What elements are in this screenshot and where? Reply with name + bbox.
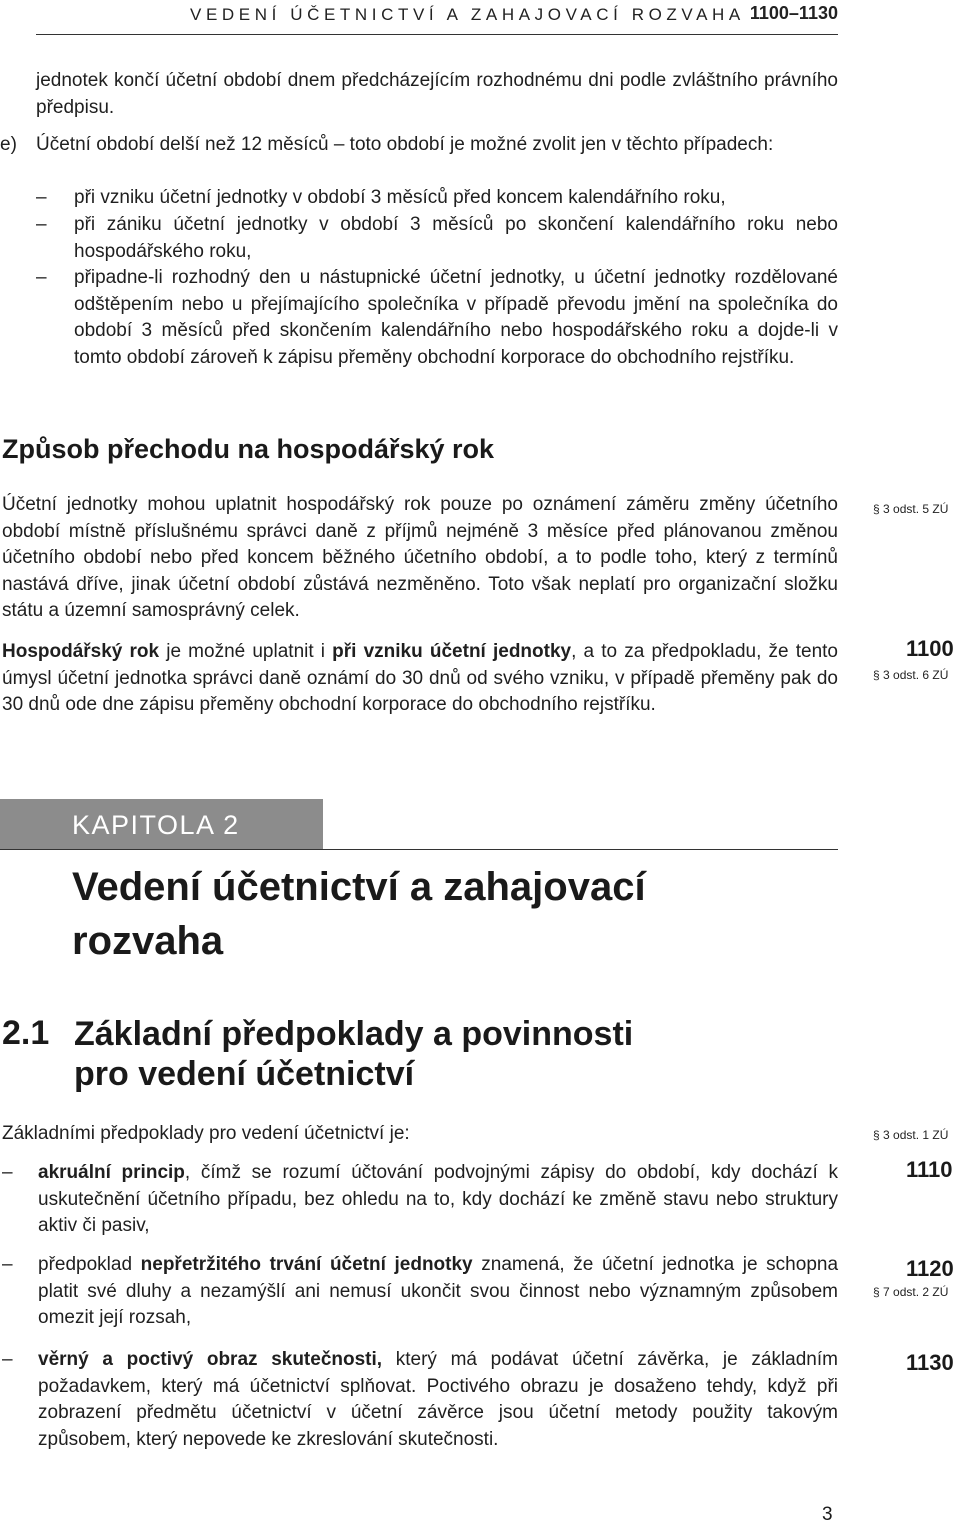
principle-item: [38, 1252, 838, 1332]
bullet-3: připadne-li rozhodný den u nástupnické účetní jednotky, u účetní jednotky rozdělované odštěpením nebo u přejímajícího společníka v případě převodu jmění na společníka do období 3 měsíců před skončením kalendářního nebo hospodářského roku a dojde-li v tomto období zároveň k zápisu přeměny obchodní korporace do obchodního rejstříku.: [74, 267, 838, 368]
text-fragment: který má podávat účetní závěrka, je základním požadavkem, který má účetnictví splňovat. Poctivého obrazu je dosaženo tehdy, když při zobrazení předmětu účetnictví v účetní závěrce jsou účetní metody použity takovým způsobem, který nepovede ke zkreslování skutečnosti.: [38, 1349, 838, 1450]
section-lead: Základními předpoklady pro vedení účetnictví je:: [2, 1123, 410, 1144]
bold-term: Hospodářský rok: [2, 641, 160, 662]
paragraph-number: 1130: [906, 1350, 954, 1375]
bullet-dash: –: [36, 267, 47, 288]
chapter-rule: [0, 849, 838, 850]
bold-term: věrný a poctivý obraz skutečnosti,: [38, 1349, 383, 1370]
bullet-dash: –: [2, 1349, 13, 1370]
chapter-label: KAPITOLA 2: [72, 810, 240, 840]
bullet-dash: –: [2, 1162, 13, 1183]
bold-term: nepřetržitého trvání účetní jednotky: [140, 1254, 473, 1275]
item-e-text: Účetní období delší než 12 měsíců – toto období je možné zvolit jen v těchto případech:: [36, 134, 774, 155]
text-fragment: je možné uplatnit i: [159, 641, 333, 662]
section-number: 2.1: [2, 1014, 50, 1052]
paragraph-number: 1100: [906, 636, 954, 661]
item-e-label: e): [0, 134, 17, 155]
bullet-dash: –: [2, 1254, 13, 1275]
chapter-title: Vedení účetnictví a zahajovací rozvaha: [72, 865, 646, 963]
bold-term: akruální princip: [38, 1162, 185, 1183]
bullet-2: při zániku účetní jednotky v období 3 měsíců po skončení kalendářního roku nebo hospodářského roku,: [74, 214, 838, 262]
law-ref: § 3 odst. 6 ZÚ: [873, 668, 949, 682]
law-ref: § 3 odst. 5 ZÚ: [873, 502, 949, 516]
fiscal-year-paragraph: [2, 639, 838, 719]
bold-term: při vzniku účetní jednotky: [332, 641, 572, 662]
text-fragment: předpoklad: [38, 1254, 141, 1275]
text-fragment: , a to za předpokladu, že tento úmysl účetní jednotka správci daně oznámí do 30 dnů od svého vzniku, v případě přeměny pak do 30 dnů ode dne zápisu přeměny obchodní korporace do obchodního rejstříku.: [2, 641, 838, 715]
bullet-dash: –: [36, 214, 47, 235]
principle-item: [38, 1347, 838, 1453]
paragraph-number: 1120: [906, 1256, 954, 1281]
bullet-dash: –: [36, 187, 47, 208]
header-rule: [36, 34, 838, 35]
intro-continuation: jednotek končí účetní období dnem předcházejícím rozhodnému dni podle zvláštního právního předpisu.: [36, 70, 838, 118]
bullet-1: při vzniku účetní jednotky v období 3 měsíců před koncem kalendářního roku,: [74, 187, 726, 208]
text-fragment: znamená, že účetní jednotka je schopna platit své dluhy a nezamýšlí ani nemusí ukončit svou činnost nebo významným způsobem omezit její rozsah,: [38, 1254, 839, 1328]
section-title: Základní předpoklady a povinnosti pro vedení účetnictví: [74, 1015, 634, 1093]
page-number: 3: [822, 1504, 833, 1525]
text-fragment: , čímž se rozumí účtování podvojnými zápisy do období, kdy dochází k uskutečnění účetního případu, bez ohledu na to, kdy dochází ke změně stavu nebo struktury aktiv či pasiv,: [38, 1162, 838, 1236]
transition-paragraph: Účetní jednotky mohou uplatnit hospodářský rok pouze po oznámení záměru změny účetního období místně příslušnému správci daně z příjmů nejméně 3 měsíce před plánovanou změnou účetního období nebo před koncem běžného účetního období, a to podle toho, který z termínů nastává dříve, jinak účetní období zůstává nezměněno. Toto však neplatí pro organizační složku státu a územní samosprávný celek.: [2, 494, 838, 621]
running-title: VEDENÍ ÚČETNICTVÍ A ZAHAJOVACÍ ROZVAHA: [190, 5, 745, 24]
paragraph-range: 1100–1130: [749, 3, 838, 23]
section-heading: Způsob přechodu na hospodářský rok: [2, 434, 495, 464]
paragraph-number: 1110: [906, 1157, 953, 1182]
law-ref: § 7 odst. 2 ZÚ: [873, 1285, 949, 1299]
principle-item: [38, 1160, 838, 1240]
law-ref: § 3 odst. 1 ZÚ: [873, 1128, 949, 1142]
